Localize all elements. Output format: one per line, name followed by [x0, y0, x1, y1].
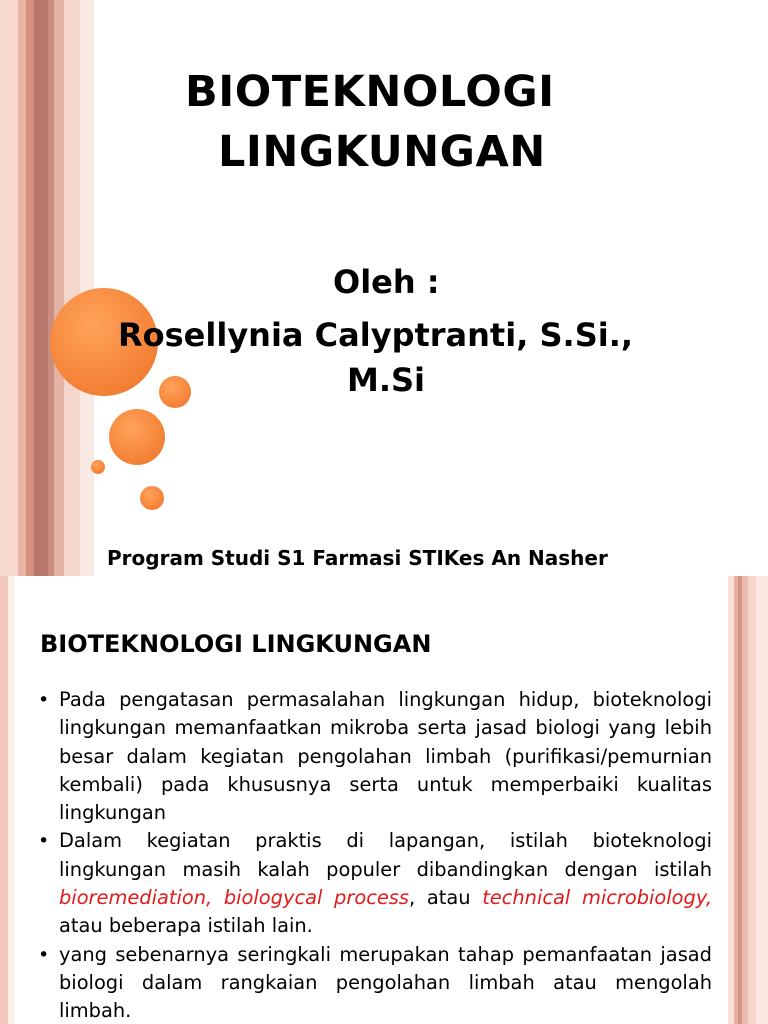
bullet-item — [36, 686, 712, 827]
left-border-band — [0, 576, 8, 1024]
bullet-item — [36, 827, 712, 940]
left-decorative-stripes — [0, 0, 100, 576]
orange-circle-medium — [109, 409, 165, 465]
bullet-text: Dalam kegiatan praktis di lapangan, istilah bioteknologi lingkungan masih kalah populer dibandingkan dengan istilah — [59, 829, 712, 881]
right-decorative-stripes — [728, 576, 768, 1024]
program-name: Program Studi S1 Farmasi STIKes An Nasher — [107, 546, 608, 570]
orange-circle-small-lower — [140, 486, 164, 510]
author-intro: Oleh : — [333, 263, 440, 301]
bullet-text: atau beberapa istilah lain. — [59, 914, 313, 938]
author-degree: M.Si — [347, 361, 426, 399]
slide-title-line1: BIOTEKNOLOGI — [185, 67, 555, 117]
orange-circle-tiny — [91, 460, 105, 474]
content-slide — [0, 576, 768, 1024]
bullet-list — [36, 686, 712, 1024]
bullet-text: , atau — [409, 886, 483, 910]
bullet-text: yang sebenarnya seringkali merupakan tahap pemanfaatan jasad biologi dalam rangkaian pengolahan limbah atau mengolah limbah. — [59, 942, 712, 1023]
slide-heading: BIOTEKNOLOGI LINGKUNGAN — [40, 630, 432, 658]
orange-circle-small — [159, 376, 191, 408]
author-name: Rosellynia Calyptranti, S.Si., — [118, 316, 634, 354]
slide-title-line2: LINGKUNGAN — [218, 127, 546, 177]
bullet-text: Pada pengatasan permasalahan lingkungan hidup, bioteknologi lingkungan memanfaatkan mikroba serta jasad biologi yang lebih besar dalam kegiatan pengolahan limbah (purifikasi/pemurnian kembali) pada khususnya serta untuk memperbaiki kualitas lingkungan — [59, 688, 712, 825]
highlight-term: bioremediation, biologycal process — [59, 886, 409, 910]
bullet-item — [36, 941, 712, 1024]
highlight-term: technical microbiology, — [482, 886, 712, 910]
